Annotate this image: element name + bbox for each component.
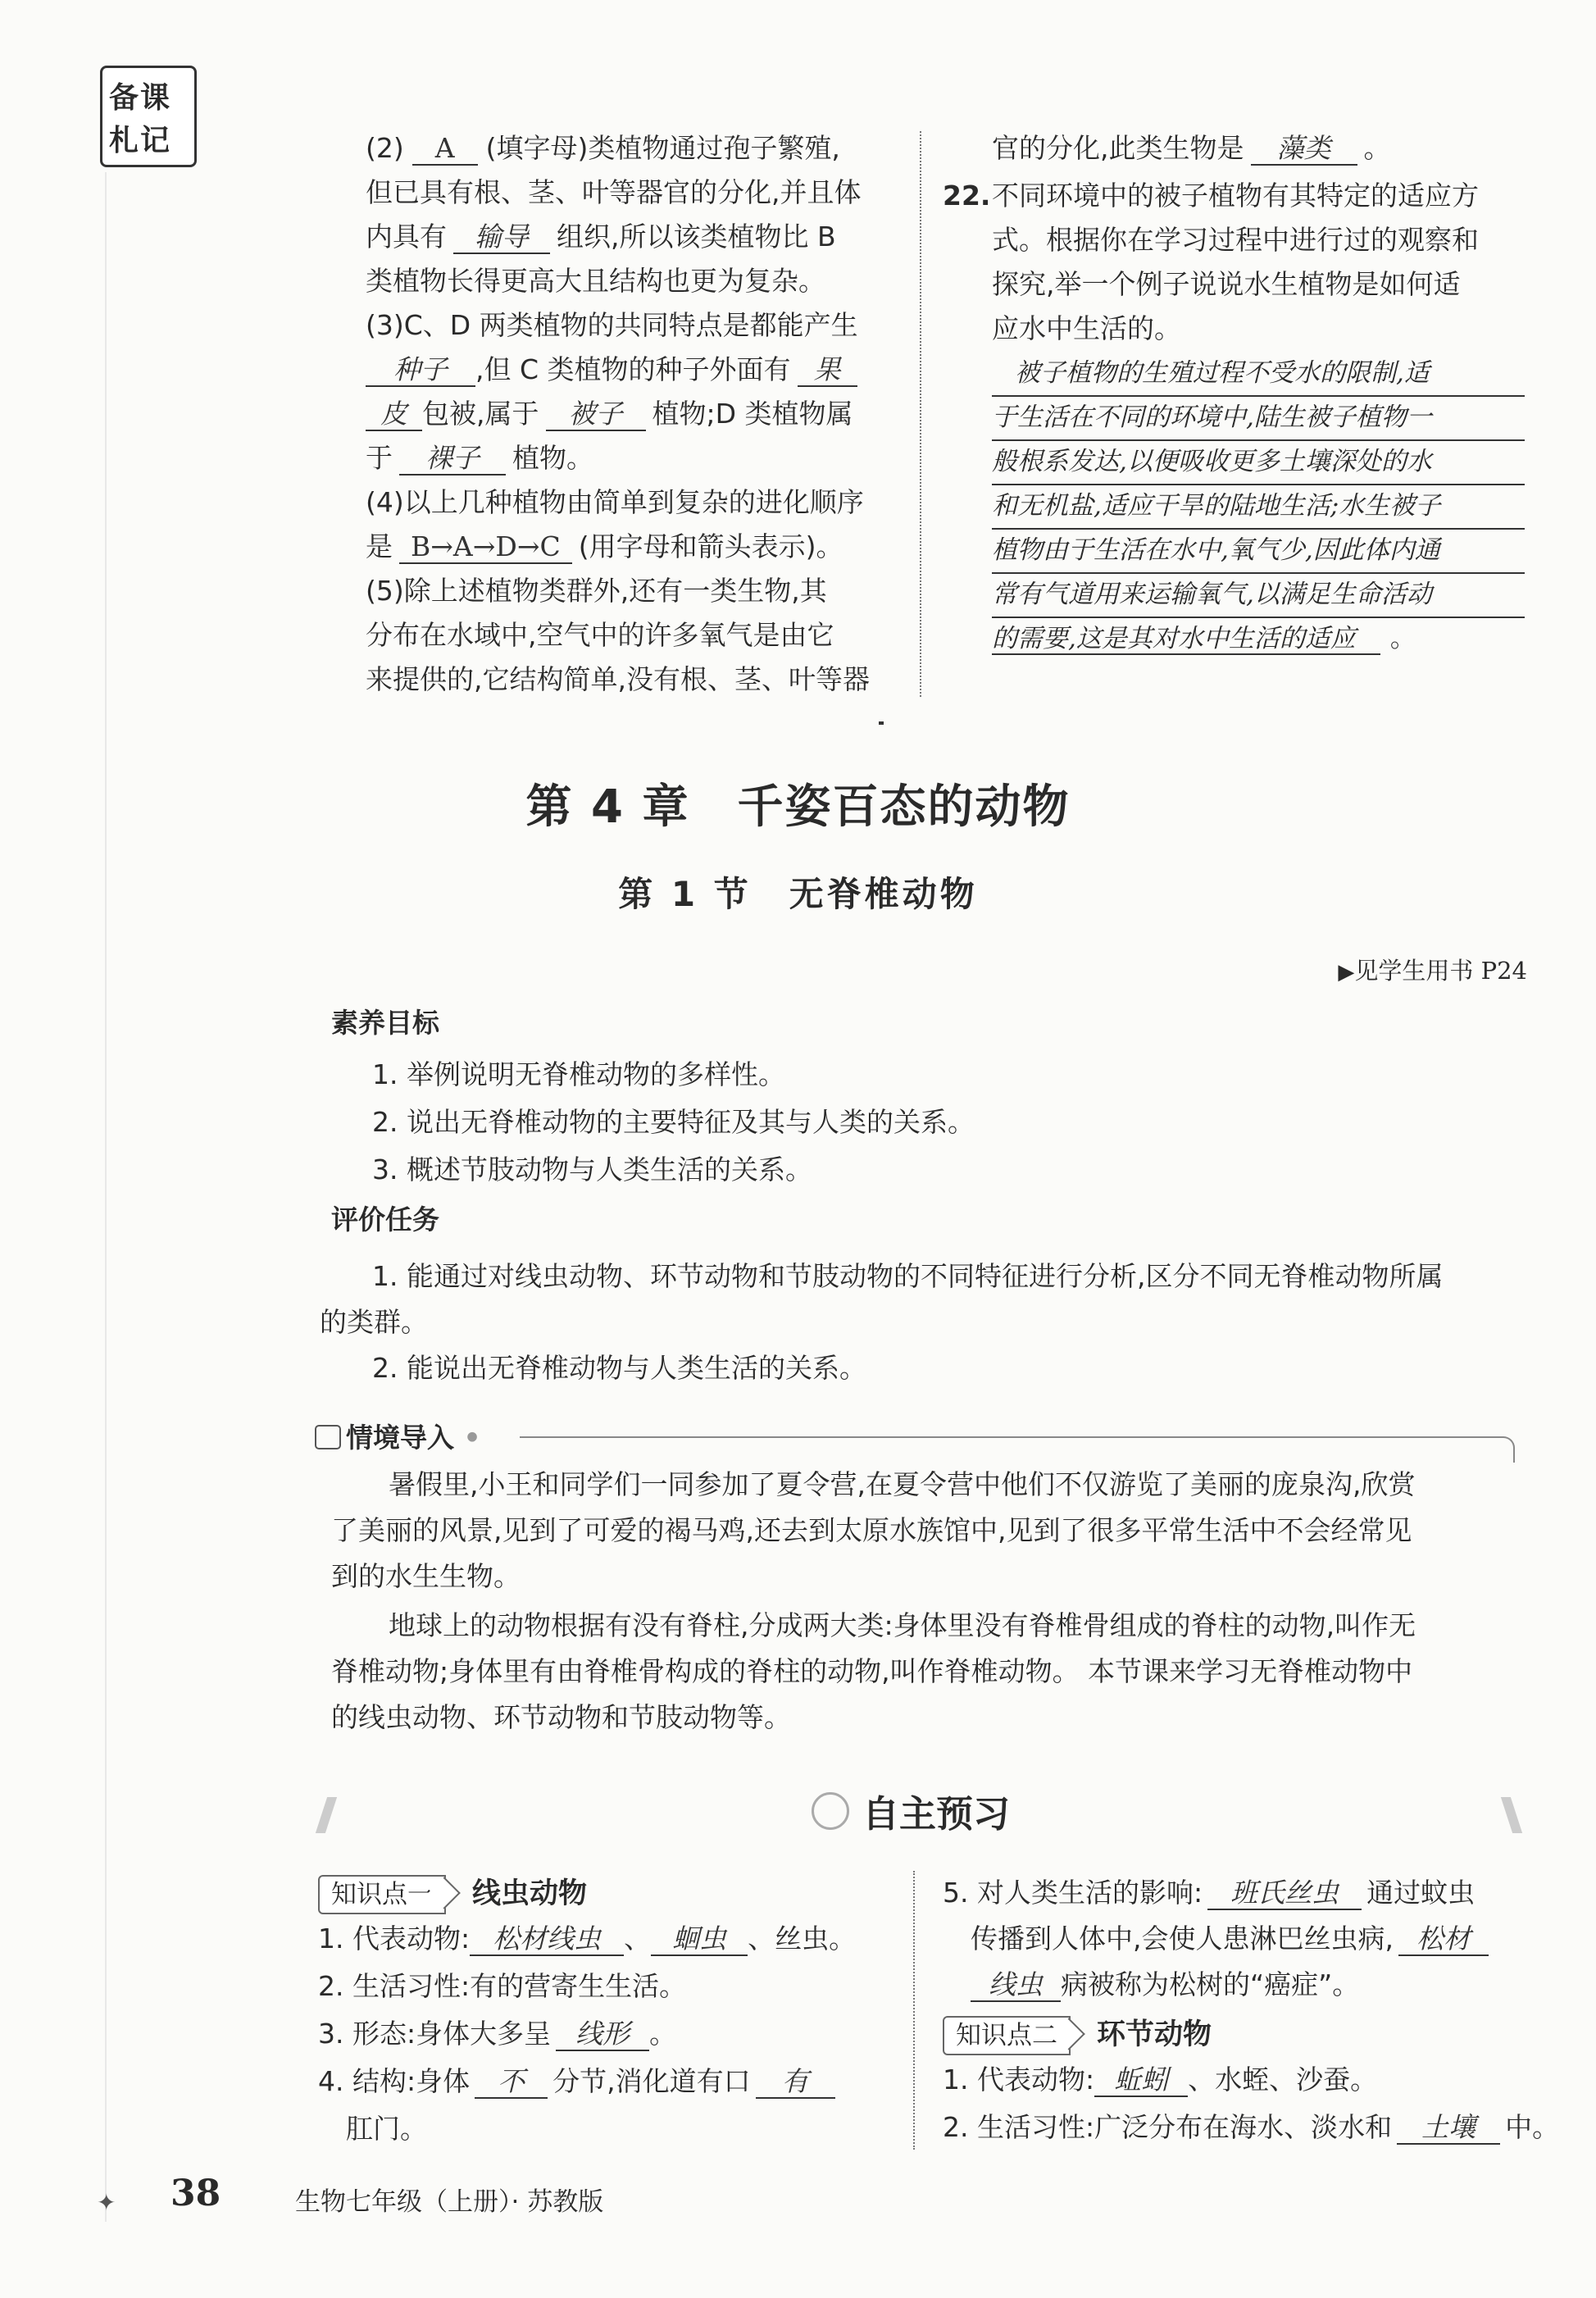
answer-filaria: 班氏丝虫 — [1207, 1877, 1362, 1910]
answer-tissue: 输导 — [453, 221, 550, 254]
answer-pine-1: 松材 — [1398, 1923, 1489, 1956]
column-divider — [920, 131, 921, 697]
footer-ornament: ✦ — [97, 2189, 116, 2216]
chapter-title: 第 4 章 千姿百态的动物 — [525, 780, 1071, 834]
kp2-title: 环节动物 — [1097, 2018, 1212, 2051]
divider-dot — [879, 721, 884, 725]
stamp-bottom: 札记 — [109, 124, 172, 157]
answer-q2-letter: A — [412, 132, 478, 166]
answer-pine-nematode: 松材线虫 — [470, 1923, 624, 1956]
eval-item: 2. 能说出无脊椎动物与人类生活的关系。 — [372, 1352, 866, 1384]
preview-slash-right — [1501, 1797, 1522, 1833]
answer-segmented: 不 — [475, 2065, 548, 2099]
book-title: 生物七年级（上册）· 苏教版 — [295, 2187, 604, 2217]
eval-item: 1. 能通过对线虫动物、环节动物和节肢动物的不同特征进行分析,区分不同无脊椎动物所属 — [372, 1260, 1444, 1292]
answer-shape: 线形 — [556, 2018, 649, 2051]
preview-title: 自主预习 — [862, 1792, 1011, 1836]
eval-item: 的类群。 — [320, 1306, 428, 1338]
goals-heading: 素养目标 — [331, 1007, 439, 1039]
answer-evolution-order: B→A→D→C — [399, 530, 572, 564]
answer-seed: 种子 — [366, 353, 475, 387]
answer-soil: 土壤 — [1397, 2111, 1500, 2145]
stamp-top: 备课 — [109, 81, 172, 115]
goal-item: 3. 概述节肢动物与人类生活的关系。 — [372, 1154, 812, 1185]
eval-heading: 评价任务 — [331, 1204, 439, 1235]
intro-rule — [520, 1436, 1503, 1438]
answer-pine-2: 线虫 — [971, 1968, 1061, 2002]
answer-fruit-2: 皮 — [366, 398, 422, 431]
answer-gymnosperm: 裸子 — [399, 442, 506, 476]
kp1-tag: 知识点一 — [318, 1875, 446, 1914]
kp2-tag: 知识点二 — [943, 2016, 1071, 2055]
intro-rule-corner — [1502, 1436, 1515, 1463]
question-number-22: 22. — [943, 180, 991, 212]
answer-roundworm: 蛔虫 — [651, 1923, 748, 1956]
notes-stamp — [100, 66, 197, 167]
kp1-title: 线虫动物 — [472, 1877, 588, 1910]
goal-item: 1. 举例说明无脊椎动物的多样性。 — [372, 1058, 785, 1090]
answer-earthworm: 蚯蚓 — [1094, 2064, 1188, 2097]
answer-angiosperm: 被子 — [546, 398, 646, 431]
preview-icon — [812, 1792, 849, 1830]
answer-algae: 藻类 — [1251, 132, 1357, 166]
textbook-reference[interactable]: ▶见学生用书 P24 — [1338, 957, 1527, 985]
goal-item: 2. 说出无脊椎动物的主要特征及其与人类的关系。 — [372, 1106, 975, 1138]
column-divider-bottom — [913, 1871, 915, 2150]
book-icon — [315, 1425, 341, 1449]
play-arrow-icon: ▶ — [1338, 960, 1355, 985]
margin-rule — [105, 172, 107, 2222]
section-title: 第 1 节 无脊椎动物 — [618, 874, 978, 914]
page-number: 38 — [171, 2173, 221, 2214]
preview-slash-left — [316, 1797, 337, 1833]
answer-has-anus: 有 — [756, 2065, 835, 2099]
intro-heading: 情境导入 — [346, 1422, 454, 1454]
preview-banner — [812, 1784, 1010, 1837]
answer-fruit-1: 果 — [798, 353, 857, 387]
intro-section: 情境导入 • 暑假里,小王和同学们一同参加了夏令营,在夏令营中他们不仅游览了美丽的庞泉沟,欣赏 了美丽的风景,见到了可爱的褐马鸡,还去到太原水族馆中,见到了很多平常生活中不会经常见 到的水生生物。 地球上的动物根据有没有脊柱,分成两大类:身体里没有脊椎骨组成的脊柱的动物,叫作无 脊椎动物;身体里有由脊椎骨构成的脊柱的动物,叫作脊椎动物。 本节课来学习无脊椎动物中 的线虫动物、环节动物和节肢动物等。 — [315, 1412, 1528, 1740]
